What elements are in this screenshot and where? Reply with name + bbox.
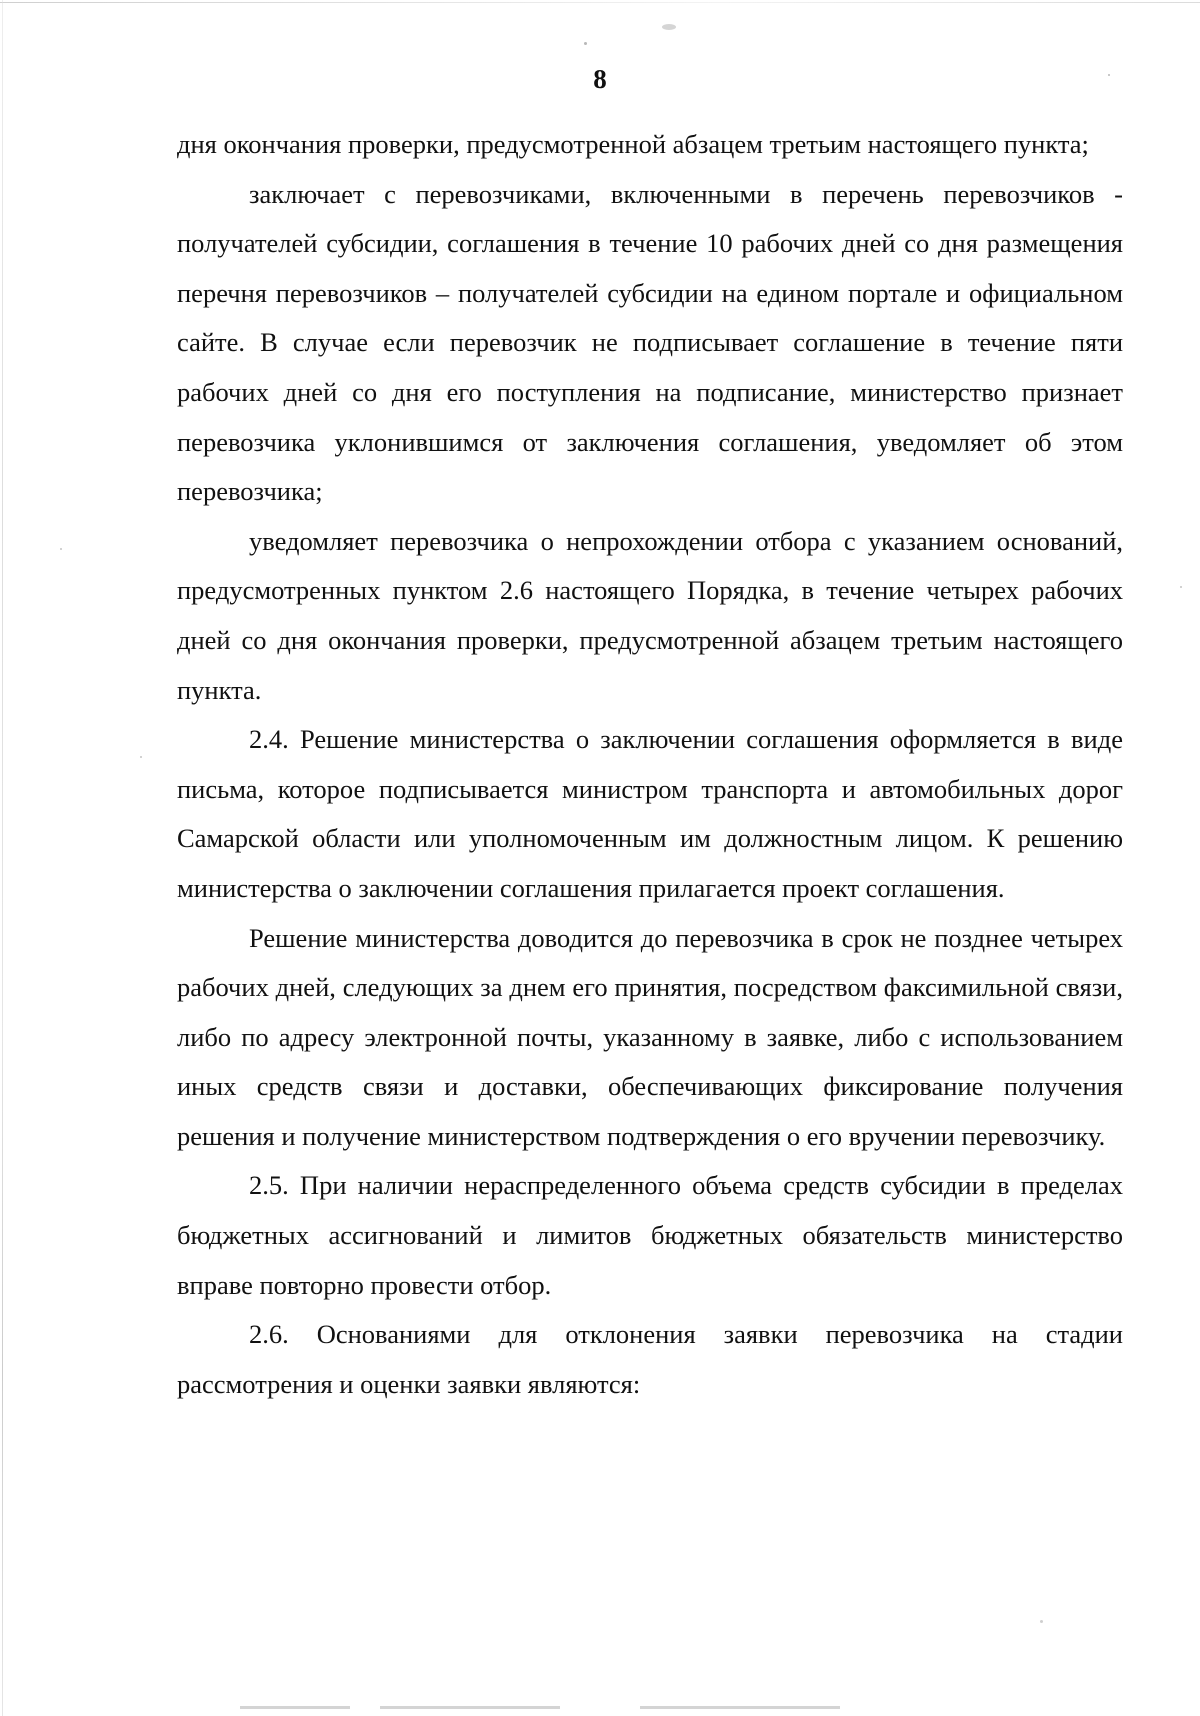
scan-speck [584,42,587,45]
scan-speck [1040,1620,1043,1623]
document-body [177,120,1123,1409]
paragraph-check-end: дня окончания проверки, предусмотренной абзацем третьим настоящего пункта; [177,129,1089,159]
scan-speck [662,24,676,30]
scan-edge-left [2,0,3,1716]
paragraph-notify-rejection: уведомляет перевозчика о непрохождении отбора с указанием оснований, предусмотренных пунктом 2.6 настоящего Порядка, в течение четырех рабочих дней со дня окончания проверки, предусмотренной абзацем третьим настоящего пункта. [177,525,1123,705]
paragraph-2-6-rejection-grounds: 2.6. Основаниями для отклонения заявки перевозчика на стадии рассмотрения и оценки заявки являются: [177,1319,1123,1399]
scan-edge-bottom [380,1706,560,1709]
paragraph-2-4-decision: 2.4. Решение министерства о заключении соглашения оформляется в виде письма, которое подписывается министром транспорта и автомобильных дорог Самарской области или уполномоченным им должностным лицом. К решению министерства о заключении соглашения прилагается проект соглашения. [177,724,1123,903]
scan-speck [1180,586,1182,588]
scan-speck [60,548,62,550]
paragraph-agreements: заключает с перевозчиками, включенными в перечень перевозчиков - получателей субсидии, соглашения в течение 10 рабочих дней со дня размещения перечня перевозчиков – получателей субсидии на едином портале и официальном сайте. В случае если перевозчик не подписывает соглашение в течение пяти рабочих дней со дня его поступления на подписание, министерство признает перевозчика уклонившимся от заключения соглашения, уведомляет об этом перевозчика; [177,178,1123,507]
page-number: 8 [593,64,607,94]
scan-edge-bottom [240,1706,350,1709]
scan-speck [140,756,142,758]
scan-edge-bottom [640,1706,840,1709]
paragraph-decision-delivery: Решение министерства доводится до перевозчика в срок не позднее четырех рабочих дней, следующих за днем его принятия, посредством факсимильной связи, либо по адресу электронной почты, указанному в заявке, либо с использованием иных средств связи и доставки, обеспечивающих фиксирование получения решения и получение министерством подтверждения о его вручении перевозчику. [177,922,1123,1151]
scan-edge-top [0,2,1200,3]
paragraph-2-5-repeat-selection: 2.5. При наличии нераспределенного объема средств субсидии в пределах бюджетных ассигнований и лимитов бюджетных обязательств министерство вправе повторно провести отбор. [177,1170,1123,1300]
